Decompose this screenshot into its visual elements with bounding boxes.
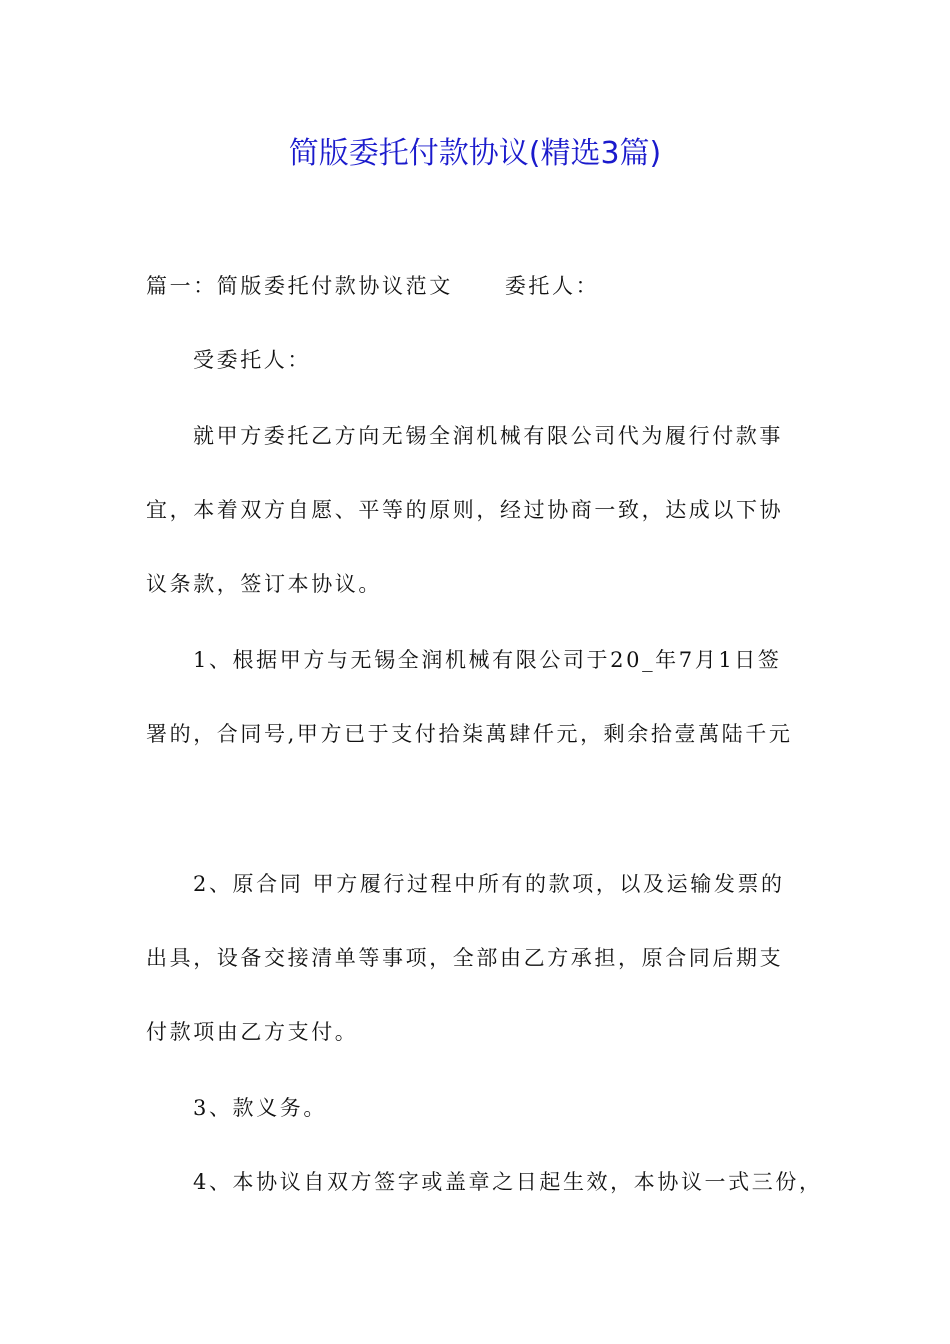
- paragraph-line: 2、原合同 甲方履行过程中所有的款项，以及运输发票的: [193, 872, 785, 896]
- principal-label: 委托人：: [504, 274, 600, 298]
- paragraph-line: 4、本协议自双方签字或盖章之日起生效，本协议一式三份，: [193, 1170, 823, 1194]
- paragraph-line: 3、款义务。: [193, 1096, 327, 1120]
- paragraph-line: 出具，设备交接清单等事项，全部由乙方承担，原合同后期支: [146, 946, 784, 970]
- paragraph-line: 宜，本着双方自愿、平等的原则，经过协商一致，达成以下协: [146, 498, 784, 522]
- paragraph-line: 1、根据甲方与无锡全润机械有限公司于20_年7月1日签: [193, 648, 782, 672]
- paragraph-line: 署的，合同号,甲方已于支付拾柒萬肆仟元，剩余拾壹萬陆千元: [146, 722, 793, 746]
- paragraph-line: 议条款，签订本协议。: [146, 572, 382, 596]
- paragraph-line: 就甲方委托乙方向无锡全润机械有限公司代为履行付款事: [193, 424, 783, 448]
- document-title: 简版委托付款协议(精选3篇): [288, 136, 662, 171]
- paragraph-line: 付款项由乙方支付。: [146, 1020, 359, 1044]
- section-heading: 篇一：简版委托付款协议范文: [146, 274, 453, 298]
- section-heading-line: [146, 268, 599, 304]
- agent-label: 受委托人：: [193, 348, 311, 372]
